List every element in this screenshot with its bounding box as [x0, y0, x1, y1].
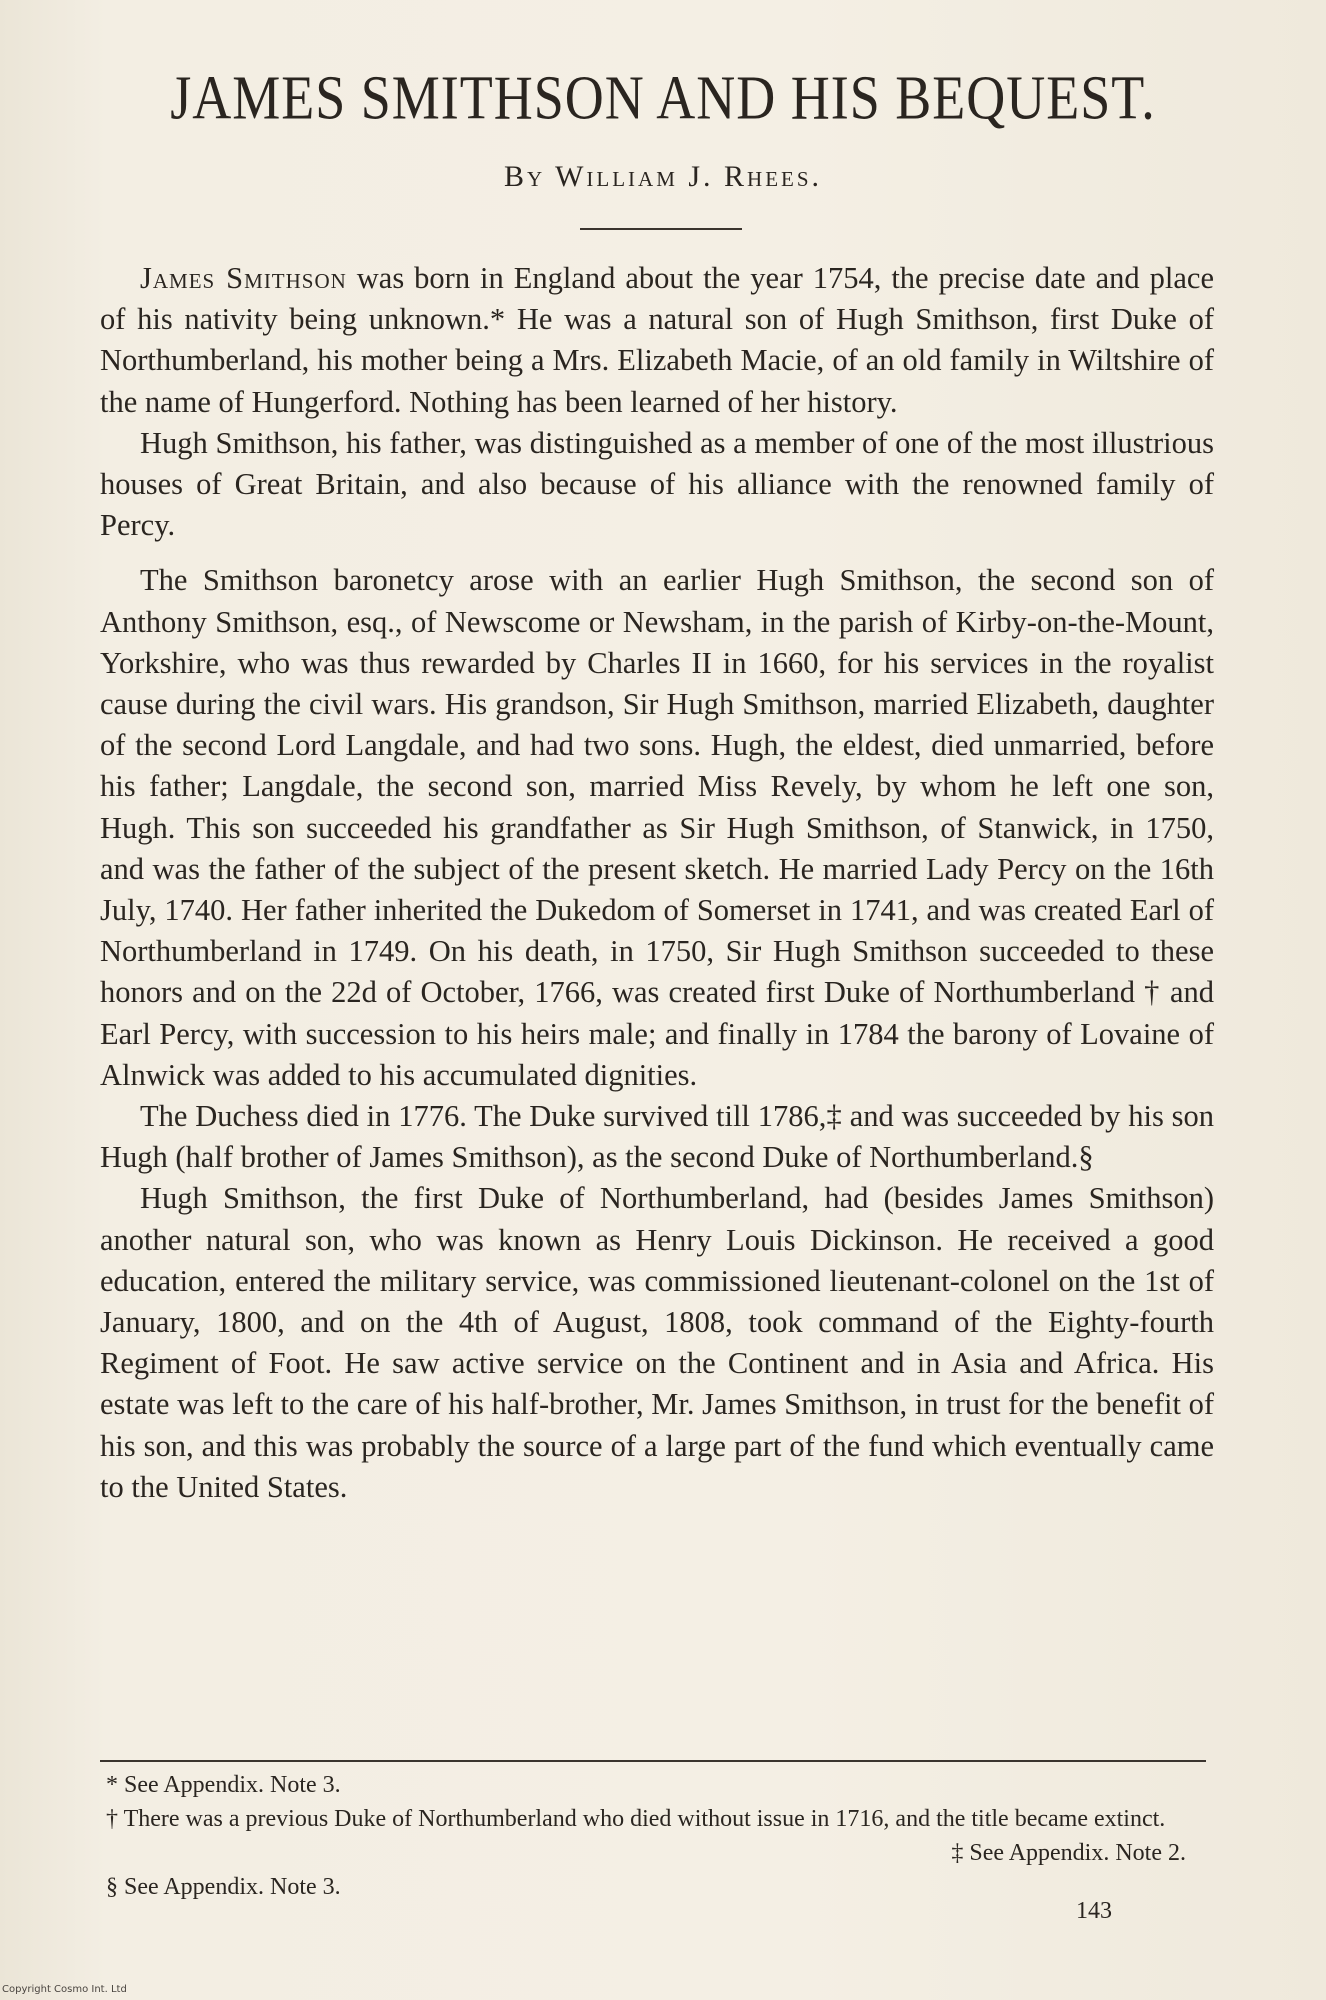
article-title: JAMES SMITHSON AND HIS BEQUEST. — [170, 63, 1156, 133]
paragraph-3: The Smithson baronetcy arose with an earlier Hugh Smithson, the second son of Anthony Smithson, esq., of Newscome or Newsham, in the parish of Kirby-on-the-Mount, Yorkshire, who was thus rewarded by Charles II in 1660, for his services in the royalist cause during the civil wars. His grandson, Sir Hugh Smithson, married Elizabeth, daughter of the second Lord Langdale, and had two sons. Hugh, the eldest, died unmarried, before his father; Langdale, the second son, married Miss Revely, by whom he left one son, Hugh. This son succeeded his grandfather as Sir Hugh Smithson, of Stanwick, in 1750, and was the father of the subject of the present sketch. He married Lady Percy on the 16th July, 1740. Her father inherited the Dukedom of Somerset in 1741, and was created Earl of Northumberland in 1749. On his death, in 1750, Sir Hugh Smithson succeeded to these honors and on the 22d of October, 1766, was created first Duke of Northumberland † and Earl Percy, with succession to his heirs male; and finally in 1784 the barony of Lovaine of Alnwick was added to his accumulated dignities. — [100, 563, 1214, 1092]
copyright-watermark: Copyright Cosmo Int. Ltd — [2, 1984, 127, 1995]
paragraph-2: Hugh Smithson, his father, was distinguished as a member of one of the most illustrious houses of Great Britain, and also because of his alliance with the renowned family of Percy. — [100, 425, 1214, 543]
lead-name: James Smithson — [140, 261, 347, 295]
footnotes — [100, 1768, 1206, 1904]
footnote-divider — [100, 1760, 1206, 1762]
footnote-2: † There was a previous Duke of Northumberland who died without issue in 1716, and the title became extinct. — [106, 1806, 1166, 1832]
footnote-row — [100, 1836, 1206, 1870]
paragraph-4: The Duchess died in 1776. The Duke survived till 1786,‡ and was succeeded by his son Hugh (half brother of James Smithson), as the second Duke of Northumberland.§ — [100, 1099, 1214, 1175]
article-byline: By William J. Rhees. — [503, 160, 823, 193]
page-number: 143 — [1076, 1898, 1112, 1924]
title-divider — [580, 228, 742, 230]
paragraph-1 — [100, 258, 1214, 423]
article-body — [100, 258, 1214, 1508]
footnote-4: § See Appendix. Note 3. — [106, 1874, 341, 1900]
paragraph-text: was born in England about the year 1754, the precise date and place of his nativity being unknown.* He was a natural son of Hugh Smithson, first Duke of Northumberland, his mother being a Mrs. Elizabeth Macie, of an old family in Wiltshire of the name of Hungerford. Nothing has been learned of her history. — [100, 261, 1214, 419]
footnote-1: * See Appendix. Note 3. — [106, 1772, 341, 1798]
footnote-3: ‡ See Appendix. Note 2. — [951, 1840, 1186, 1866]
paragraph-5: Hugh Smithson, the first Duke of Northumberland, had (besides James Smithson) another natural son, who was known as Henry Louis Dickinson. He received a good education, entered the military service, was commissioned lieutenant-colonel on the 1st of January, 1800, and on the 4th of August, 1808, took command of the Eighty-fourth Regiment of Foot. He saw active service on the Continent and in Asia and Africa. His estate was left to the care of his half-brother, Mr. James Smithson, in trust for the benefit of his son, and this was probably the source of a large part of the fund which eventually came to the United States. — [100, 1181, 1214, 1504]
